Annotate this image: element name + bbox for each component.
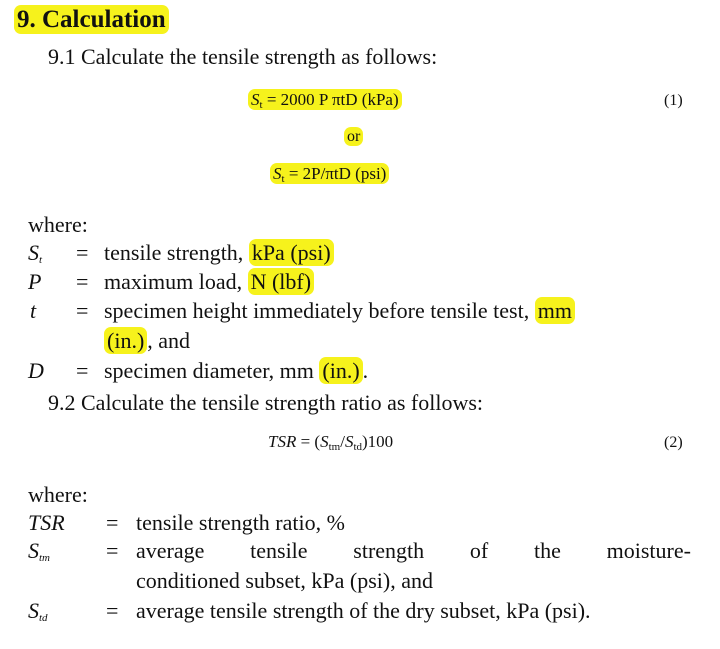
def-equals: =: [76, 298, 89, 323]
def-symbol-std: $S_{td}$: [28, 598, 48, 624]
equation-2: TSR = $(S_{tm}/S_{td})100$: [268, 432, 394, 453]
def-text-t: specimen height immediately before tensile test, mm: [104, 298, 575, 324]
def-symbol-d: D: [28, 358, 44, 383]
def-symbol-t: t: [30, 298, 37, 323]
equation-1-body: $S_t = 2000$ P πtD (kPa): [248, 89, 402, 110]
def-symbol-stm: $S_{tm}$: [28, 538, 50, 564]
def-text-stm: average tensile strength of the moisture-: [136, 538, 691, 563]
def-equals: =: [106, 598, 119, 623]
def-symbol-st: $S_t$: [28, 240, 43, 266]
equation-1-alt: [270, 164, 389, 184]
paragraph-9-1-intro: 9.1 Calculate the tensile strength as follows:: [48, 44, 438, 69]
equation-1-rhs: = 2000 P πtD (kPa): [262, 90, 399, 109]
section-heading: [14, 6, 169, 34]
section-title: 9. Calculation: [14, 5, 169, 34]
def-symbol-p: P: [28, 269, 42, 294]
def-equals: =: [76, 240, 89, 265]
equation-1: [248, 90, 402, 110]
where-label-2: where:: [28, 482, 88, 507]
where-label-1: where:: [28, 212, 88, 237]
def-equals: =: [106, 538, 119, 563]
paragraph-9-2-intro: 9.2 Calculate the tensile strength ratio as follows:: [48, 390, 484, 415]
def-text-p: maximum load, N (lbf): [104, 269, 314, 295]
equation-1-alt-body: $S_t = 2P/\pi tD$ (psi): [270, 163, 389, 184]
def-text-t-cont: (in.) , and: [104, 328, 190, 354]
equation-2-number: (2): [664, 434, 683, 451]
def-equals: =: [76, 269, 89, 294]
def-text-tsr: tensile strength ratio, %: [136, 510, 345, 535]
def-text-stm-cont: conditioned subset, kPa (psi), and: [136, 568, 433, 593]
def-equals: =: [106, 510, 119, 535]
equation-1-number: (1): [664, 92, 683, 109]
def-symbol-tsr: TSR: [28, 510, 65, 535]
def-text-st: tensile strength, kPa (psi): [104, 240, 334, 266]
def-text-std: average tensile strength of the dry subset, kPa (psi).: [136, 598, 591, 623]
equation-or: or: [344, 128, 363, 146]
def-equals: =: [76, 358, 89, 383]
def-text-d: specimen diameter, mm (in.) .: [104, 358, 369, 383]
